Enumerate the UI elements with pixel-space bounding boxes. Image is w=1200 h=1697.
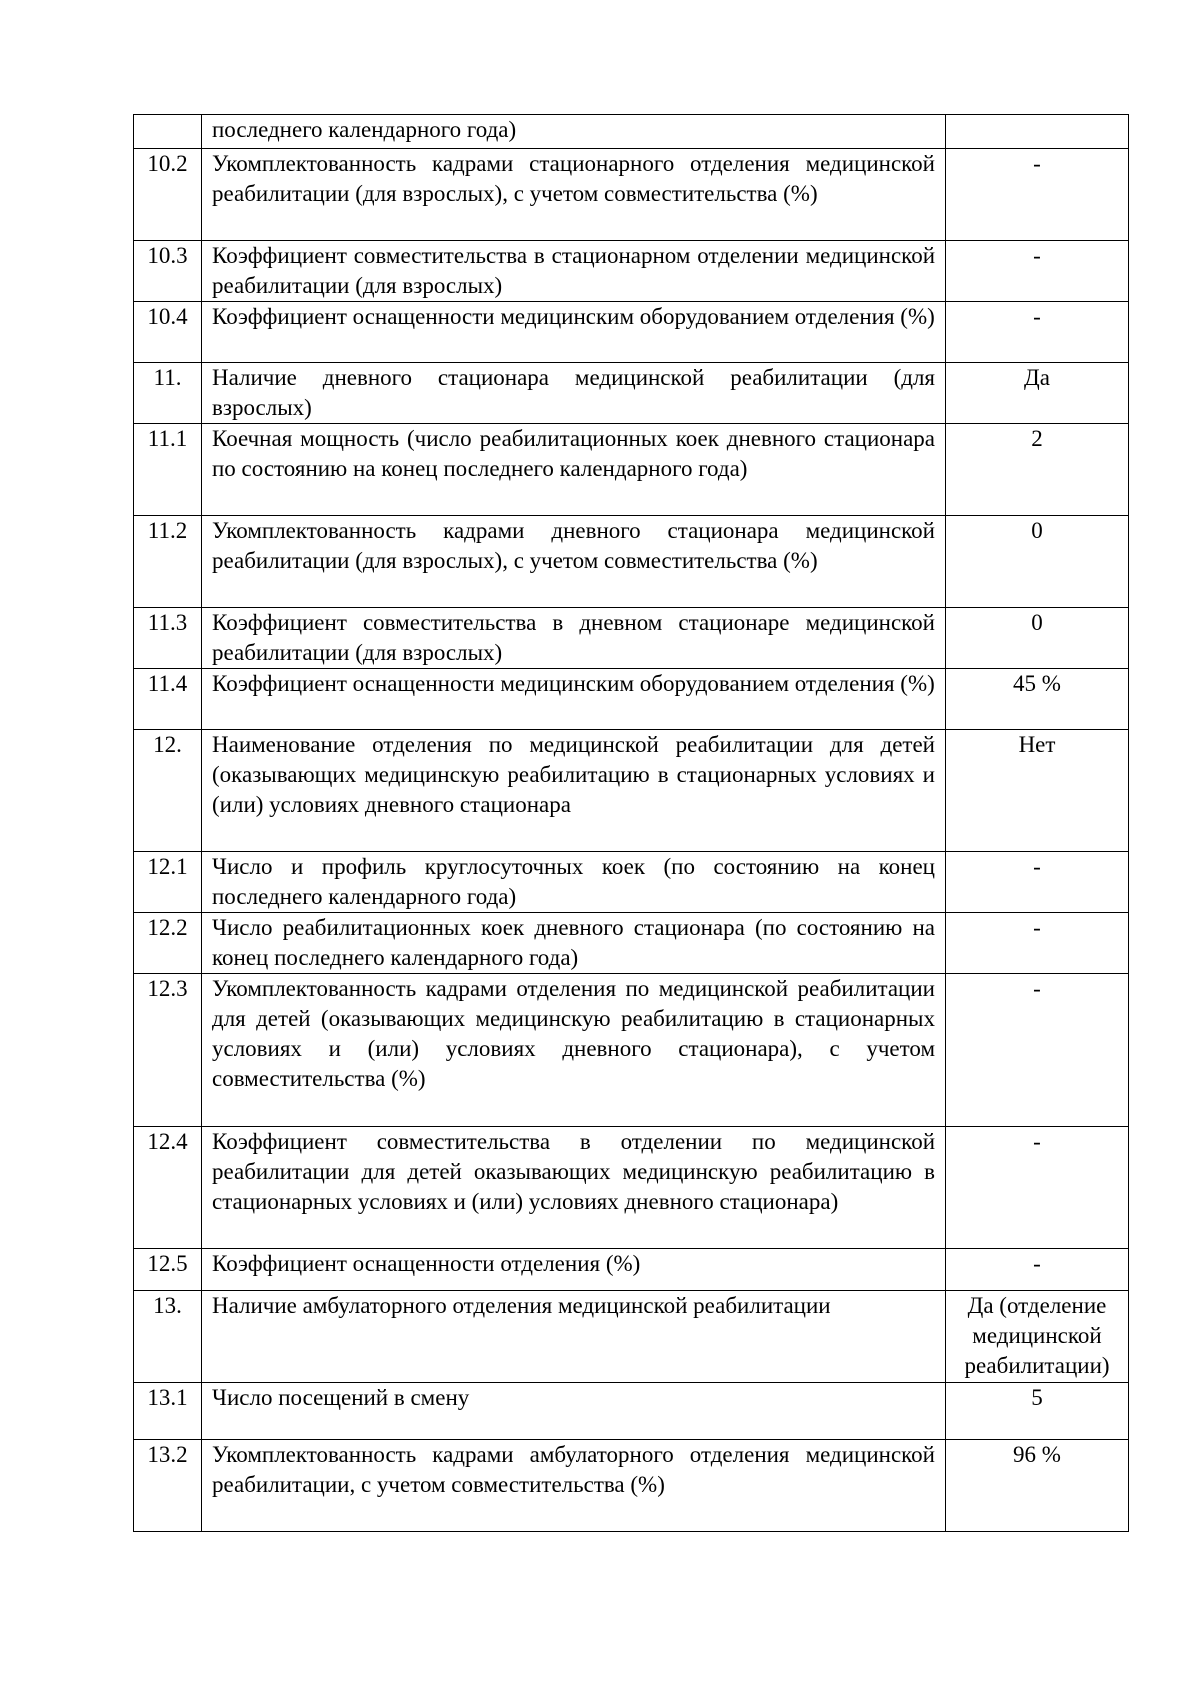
- indicator-description-cell: Коэффициент совместительства в отделении по медицинской реабилитации для детей оказывающих медицинскую реабилитацию в стационарных условиях и (или) условиях дневного стационара): [202, 1127, 946, 1249]
- indicator-description-cell: Коэффициент совместительства в стационарном отделении медицинской реабилитации (для взрослых): [202, 241, 946, 302]
- table-row: [134, 149, 1129, 241]
- table-row: [134, 1127, 1129, 1249]
- indicator-description-cell: Укомплектованность кадрами дневного стационара медицинской реабилитации (для взрослых), с учетом совместительства (%): [202, 516, 946, 608]
- row-number-cell: 12.4: [134, 1127, 202, 1249]
- table-row: [134, 852, 1129, 913]
- table-row: [134, 1383, 1129, 1440]
- row-number-cell: 11.3: [134, 608, 202, 669]
- indicator-description-cell: Наименование отделения по медицинской реабилитации для детей (оказывающих медицинскую реабилитацию в стационарных условиях и (или) условиях дневного стационара: [202, 730, 946, 852]
- table-row: [134, 669, 1129, 730]
- table-row: [134, 1291, 1129, 1383]
- row-number-cell: 12.3: [134, 974, 202, 1127]
- row-number-cell: 12.: [134, 730, 202, 852]
- indicator-value-cell: -: [946, 852, 1129, 913]
- indicator-value-cell: -: [946, 241, 1129, 302]
- row-number-cell: 11.1: [134, 424, 202, 516]
- indicator-description-cell: Наличие амбулаторного отделения медицинской реабилитации: [202, 1291, 946, 1383]
- rehabilitation-indicators-table: [133, 114, 1129, 1532]
- table-row: [134, 516, 1129, 608]
- table-row: [134, 241, 1129, 302]
- indicator-description-cell: Коэффициент совместительства в дневном стационаре медицинской реабилитации (для взрослых): [202, 608, 946, 669]
- row-number-cell: 10.2: [134, 149, 202, 241]
- indicator-value-cell: 96 %: [946, 1440, 1129, 1532]
- table-row: [134, 302, 1129, 363]
- indicator-description-cell: Число реабилитационных коек дневного стационара (по состоянию на конец последнего календарного года): [202, 913, 946, 974]
- table-row: [134, 974, 1129, 1127]
- indicator-description-cell: Укомплектованность кадрами амбулаторного отделения медицинской реабилитации, с учетом совместительства (%): [202, 1440, 946, 1532]
- row-number-cell: 10.4: [134, 302, 202, 363]
- indicator-description-cell: Число посещений в смену: [202, 1383, 946, 1440]
- table-row: [134, 730, 1129, 852]
- indicator-description-cell: Укомплектованность кадрами отделения по медицинской реабилитации для детей (оказывающих медицинскую реабилитацию в стационарных условиях и (или) условиях дневного стационара), с учетом совместительства (%): [202, 974, 946, 1127]
- table-row: [134, 363, 1129, 424]
- indicator-value-cell: Нет: [946, 730, 1129, 852]
- indicator-value-cell: -: [946, 149, 1129, 241]
- indicator-value-cell: -: [946, 913, 1129, 974]
- indicator-value-cell: [946, 115, 1129, 149]
- indicator-description-cell: Коэффициент оснащенности медицинским оборудованием отделения (%): [202, 302, 946, 363]
- row-number-cell: [134, 115, 202, 149]
- table-row: [134, 608, 1129, 669]
- indicator-description-cell: Наличие дневного стационара медицинской реабилитации (для взрослых): [202, 363, 946, 424]
- document-page: [133, 114, 1129, 1532]
- indicator-value-cell: 2: [946, 424, 1129, 516]
- row-number-cell: 12.5: [134, 1249, 202, 1291]
- table-body: [134, 115, 1129, 1532]
- indicator-value-cell: -: [946, 1249, 1129, 1291]
- row-number-cell: 11.4: [134, 669, 202, 730]
- indicator-description-cell: Коечная мощность (число реабилитационных коек дневного стационара по состоянию на конец последнего календарного года): [202, 424, 946, 516]
- row-number-cell: 11.2: [134, 516, 202, 608]
- indicator-value-cell: -: [946, 1127, 1129, 1249]
- indicator-value-cell: Да (отделение медицинской реабилитации): [946, 1291, 1129, 1383]
- indicator-value-cell: 45 %: [946, 669, 1129, 730]
- indicator-value-cell: 0: [946, 516, 1129, 608]
- indicator-value-cell: 5: [946, 1383, 1129, 1440]
- row-number-cell: 13.1: [134, 1383, 202, 1440]
- table-row: [134, 115, 1129, 149]
- indicator-value-cell: Да: [946, 363, 1129, 424]
- indicator-description-cell: Число и профиль круглосуточных коек (по состоянию на конец последнего календарного года): [202, 852, 946, 913]
- indicator-value-cell: -: [946, 974, 1129, 1127]
- row-number-cell: 12.1: [134, 852, 202, 913]
- table-row: [134, 913, 1129, 974]
- row-number-cell: 13.: [134, 1291, 202, 1383]
- indicator-description-cell: последнего календарного года): [202, 115, 946, 149]
- row-number-cell: 11.: [134, 363, 202, 424]
- indicator-value-cell: 0: [946, 608, 1129, 669]
- row-number-cell: 10.3: [134, 241, 202, 302]
- indicator-description-cell: Коэффициент оснащенности отделения (%): [202, 1249, 946, 1291]
- row-number-cell: 12.2: [134, 913, 202, 974]
- row-number-cell: 13.2: [134, 1440, 202, 1532]
- indicator-description-cell: Укомплектованность кадрами стационарного отделения медицинской реабилитации (для взрослых), с учетом совместительства (%): [202, 149, 946, 241]
- indicator-value-cell: -: [946, 302, 1129, 363]
- table-row: [134, 424, 1129, 516]
- table-row: [134, 1249, 1129, 1291]
- table-row: [134, 1440, 1129, 1532]
- indicator-description-cell: Коэффициент оснащенности медицинским оборудованием отделения (%): [202, 669, 946, 730]
